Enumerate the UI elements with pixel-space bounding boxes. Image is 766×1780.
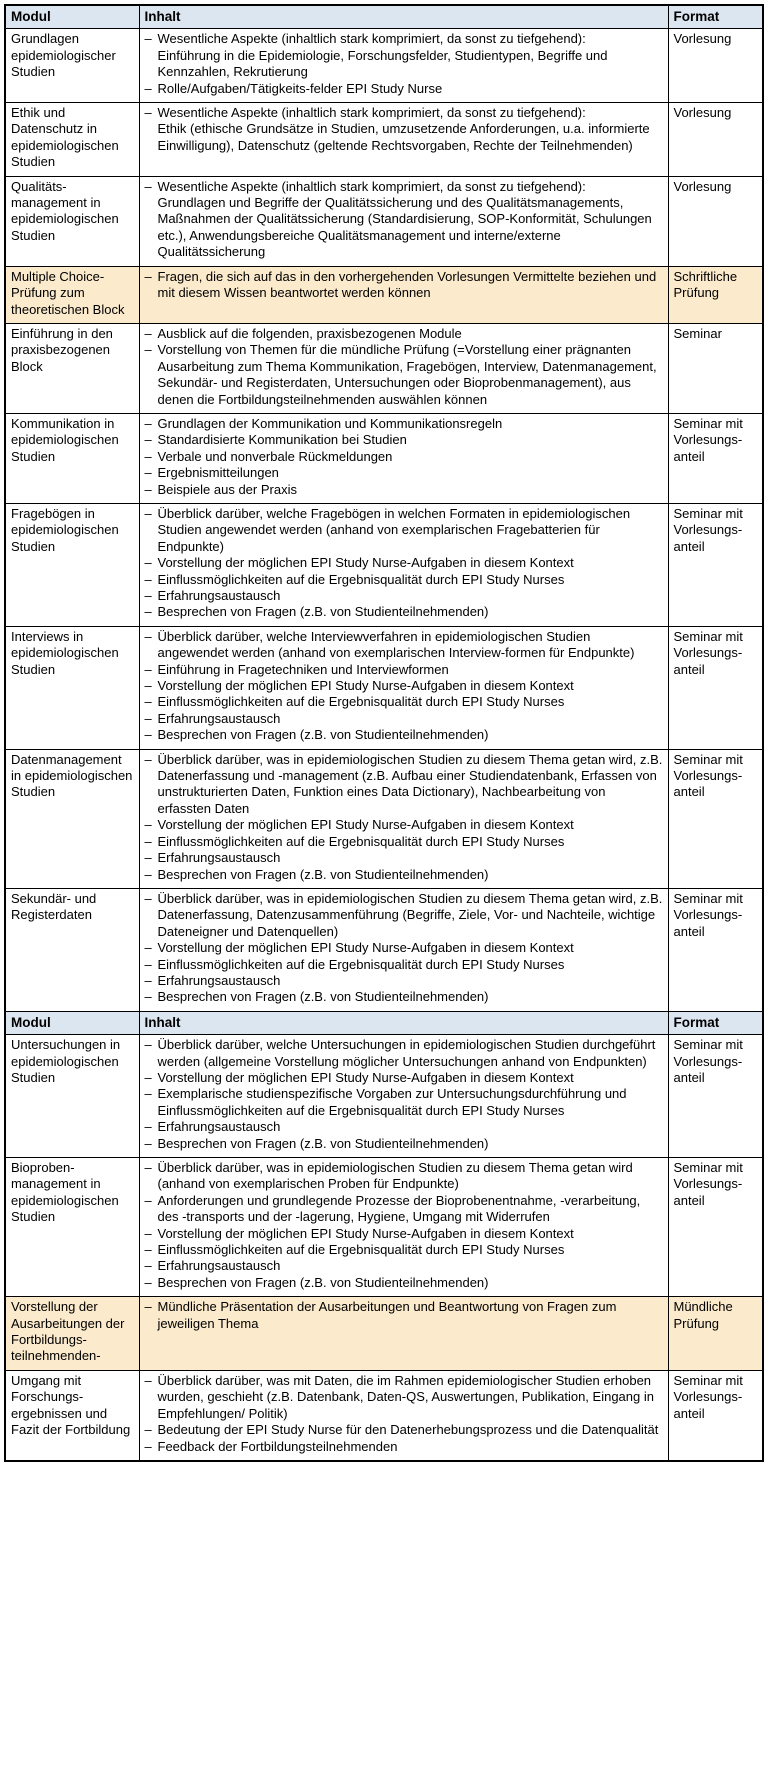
content-item-text: Einführung in die Epidemiologie, Forschungsfelder, Studientypen, Begriffe und Kennzahlen, Rekrutierung: [157, 47, 608, 80]
bullet-dash: –: [144, 850, 152, 866]
format-cell: Seminar mit Vorlesungs-anteil: [668, 1158, 763, 1297]
content-item-text: Erfahrungsaustausch: [157, 1258, 281, 1274]
bullet-dash: –: [144, 628, 152, 644]
content-item-text: Bedeutung der EPI Study Nurse für den Datenerhebungsprozess und die Datenqualität: [157, 1422, 659, 1438]
bullet-dash: –: [144, 571, 152, 587]
table-row: [5, 1370, 763, 1461]
content-item: [145, 1373, 663, 1422]
content-cell: [139, 626, 668, 749]
content-item-text: Vorstellung von Themen für die mündliche Prüfung (=Vorstellung einer prägnanten Ausarbeitung zum Thema Kommunikation, Fragebögen, Interview, Datenmanagement, Sekundär- und Registerdaten, Untersuchungen oder Bioprobenmanagement), aus denen die Fortbildungsteilnehmenden auswählen können: [157, 342, 657, 407]
content-item-text: Überblick darüber, was in epidemiologischen Studien zu diesem Thema getan wird (anhand von exemplarischen Proben für Endpunkte): [157, 1160, 633, 1192]
content-item: [145, 850, 663, 866]
module-cell: Kommunikation in epidemiologischen Studien: [5, 413, 139, 503]
format-cell: Mündliche Prüfung: [668, 1297, 763, 1371]
content-item-text: Vorstellung der möglichen EPI Study Nurse-Aufgaben in diesem Kontext: [157, 678, 574, 694]
content-item-text: Grundlagen und Begriffe der Qualitätssicherung und des Qualitätsmanagements, Maßnahmen der Qualitätssicherung (Standardisierung, SOP-Konformität, Schulungen etc.), Anwendungsbereiche Qualitätsmanagement und interne/externe Qualitätssicherung: [157, 195, 652, 260]
content-item: [145, 1037, 663, 1070]
module-cell: Multiple Choice-Prüfung zum theoretischen Block: [5, 266, 139, 323]
bullet-dash: –: [144, 833, 152, 849]
bullet-dash: –: [144, 1192, 152, 1208]
bullet-dash: –: [144, 342, 152, 358]
content-cell: [139, 266, 668, 323]
content-item-text: Rolle/Aufgaben/Tätigkeits-felder EPI Study Nurse: [157, 80, 443, 96]
content-cell: [139, 1158, 668, 1297]
format-cell: Seminar mit Vorlesungs-anteil: [668, 1370, 763, 1461]
format-cell: Seminar mit Vorlesungs-anteil: [668, 1035, 763, 1158]
content-item: [145, 678, 663, 694]
module-cell: Einführung in den praxisbezogenen Block: [5, 323, 139, 413]
content-item-text: Erfahrungsaustausch: [157, 588, 281, 603]
column-header-format: Format: [668, 1011, 763, 1034]
content-item: [145, 588, 663, 604]
format-cell: Vorlesung: [668, 103, 763, 177]
module-cell: Vorstellung der Ausarbeitungen der Fortbildungs-teilnehmenden-: [5, 1297, 139, 1371]
format-cell: Seminar mit Vorlesungs-anteil: [668, 626, 763, 749]
content-item: [145, 973, 663, 989]
bullet-dash: –: [144, 505, 152, 521]
content-cell: [139, 413, 668, 503]
content-cell: [139, 103, 668, 177]
content-item-text: Überblick darüber, welche Interviewverfahren in epidemiologischen Studien angewendet werden (anhand von exemplarischen Interview-formen für Endpunkte): [157, 628, 635, 661]
content-item-text: Exemplarische studienspezifische Vorgaben zur Untersuchungsdurchführung und Einflussmöglichkeiten auf die Ergebnisqualität durch EPI Study Nurses: [157, 1086, 627, 1118]
table-row: [5, 888, 763, 1011]
bullet-dash: –: [144, 956, 152, 972]
content-item-text: Einflussmöglichkeiten auf die Ergebnisqualität durch EPI Study Nurses: [157, 571, 565, 587]
content-cell: [139, 1370, 668, 1461]
bullet-dash: –: [144, 989, 152, 1005]
content-item: [145, 867, 663, 883]
content-item: [145, 1119, 663, 1135]
table-row: [5, 266, 763, 323]
content-item: [145, 342, 663, 408]
content-item: [145, 179, 663, 195]
table-row: [5, 626, 763, 749]
content-item-text: Vorstellung der möglichen EPI Study Nurse-Aufgaben in diesem Kontext: [157, 940, 574, 956]
content-cell: [139, 176, 668, 266]
content-item-text: Einflussmöglichkeiten auf die Ergebnisqualität durch EPI Study Nurses: [157, 1242, 565, 1258]
module-cell: Qualitäts-management in epidemiologischen Studien: [5, 176, 139, 266]
content-cell: [139, 503, 668, 626]
table-row: [5, 1297, 763, 1371]
content-item-text: Ergebnismitteilungen: [157, 465, 279, 481]
bullet-dash: –: [144, 31, 152, 47]
header-row: [5, 5, 763, 29]
column-header-modul: Modul: [5, 5, 139, 29]
bullet-dash: –: [144, 1086, 152, 1102]
content-item-text: Einführung in Fragetechniken und Interviewformen: [157, 661, 449, 677]
content-item-text: Besprechen von Fragen (z.B. von Studienteilnehmenden): [157, 866, 489, 882]
content-item: [145, 752, 663, 818]
bullet-dash: –: [144, 105, 152, 121]
bullet-dash: –: [144, 1372, 152, 1388]
module-cell: Fragebögen in epidemiologischen Studien: [5, 503, 139, 626]
bullet-dash: –: [144, 890, 152, 906]
content-cell: [139, 749, 668, 888]
content-item-text: Ethik (ethische Grundsätze in Studien, umzusetzende Anforderungen, u.a. informierte Einwilligung), Datenschutz (geltende Rechtsvorgaben, Rechte der Teilnehmenden): [157, 121, 650, 153]
bullet-dash: –: [144, 727, 152, 743]
content-item: [145, 121, 663, 154]
content-item-text: Besprechen von Fragen (z.B. von Studienteilnehmenden): [157, 989, 489, 1005]
content-item-text: Grundlagen der Kommunikation und Kommunikationsregeln: [157, 415, 503, 431]
content-item-text: Einflussmöglichkeiten auf die Ergebnisqualität durch EPI Study Nurses: [157, 833, 565, 849]
bullet-dash: –: [144, 1274, 152, 1290]
content-item-text: Überblick darüber, welche Untersuchungen in epidemiologischen Studien durchgeführt werden (allgemeine Vorstellung möglicher Untersuchungen anhand von Endpunkten): [157, 1037, 656, 1069]
content-item-text: Wesentliche Aspekte (inhaltlich stark komprimiert, da sonst zu tiefgehend):: [157, 31, 586, 47]
content-item: [145, 834, 663, 850]
bullet-dash: –: [144, 268, 152, 284]
content-cell: [139, 1035, 668, 1158]
content-item: [145, 269, 663, 302]
format-cell: Seminar mit Vorlesungs-anteil: [668, 413, 763, 503]
content-item-text: Überblick darüber, was mit Daten, die im Rahmen epidemiologischer Studien erhoben wurden, geschieht (z.B. Datenbank, Daten-QS, Auswertungen, Publikation, Eingang in Empfehlungen/ Politik): [157, 1372, 654, 1421]
bullet-dash: –: [144, 710, 152, 726]
format-cell: Vorlesung: [668, 176, 763, 266]
content-cell: [139, 323, 668, 413]
content-item: [145, 31, 663, 47]
content-item-text: Ausblick auf die folgenden, praxisbezogenen Module: [157, 325, 462, 341]
format-cell: Seminar: [668, 323, 763, 413]
content-item-text: Überblick darüber, was in epidemiologischen Studien zu diesem Thema getan wird, z.B. Datenerfassung, Datenzusammenführung (Begriffe, Ziele, Vor- und Nachteile, wichtige Dateneigner und Datenquellen): [157, 890, 663, 939]
header-row: [5, 1011, 763, 1034]
bullet-dash: –: [144, 1069, 152, 1085]
content-item: [145, 989, 663, 1005]
content-item-text: Wesentliche Aspekte (inhaltlich stark komprimiert, da sonst zu tiefgehend):: [157, 105, 586, 121]
content-item-text: Überblick darüber, was in epidemiologischen Studien zu diesem Thema getan wird, z.B. Datenerfassung und -management (z.B. Aufbau einer Studiendatenbank, Erfassen von unstrukturierten Daten, Funktion eines Data Dictionary), Nachbearbeitung von erfassten Daten: [157, 751, 663, 816]
content-item-text: Wesentliche Aspekte (inhaltlich stark komprimiert, da sonst zu tiefgehend):: [157, 178, 586, 194]
module-cell: Bioproben-management in epidemiologischen Studien: [5, 1158, 139, 1297]
content-item: [145, 416, 663, 432]
content-item: [145, 1086, 663, 1119]
module-cell: Datenmanagement in epidemiologischen Studien: [5, 749, 139, 888]
bullet-dash: –: [144, 178, 152, 194]
bullet-dash: –: [144, 448, 152, 464]
content-item: [145, 572, 663, 588]
module-cell: Untersuchungen in epidemiologischen Studien: [5, 1035, 139, 1158]
table-row: [5, 749, 763, 888]
bullet-dash: –: [144, 972, 152, 988]
content-cell: [139, 888, 668, 1011]
table-row: [5, 413, 763, 503]
bullet-dash: –: [144, 1160, 152, 1175]
content-item: [145, 1136, 663, 1152]
content-item: [145, 694, 663, 710]
content-item-text: Fragen, die sich auf das in den vorhergehenden Vorlesungen Vermittelte beziehen und mit diesem Wissen beantwortet werden können: [157, 268, 657, 301]
bullet-dash: –: [144, 817, 152, 833]
bullet-dash: –: [144, 555, 152, 571]
module-cell: Interviews in epidemiologischen Studien: [5, 626, 139, 749]
content-item-text: Erfahrungsaustausch: [157, 710, 281, 726]
format-cell: Seminar mit Vorlesungs-anteil: [668, 749, 763, 888]
table-row: [5, 503, 763, 626]
content-item: [145, 629, 663, 662]
content-item-text: Erfahrungsaustausch: [157, 850, 281, 866]
bullet-dash: –: [144, 1438, 152, 1454]
content-item-text: Vorstellung der möglichen EPI Study Nurse-Aufgaben in diesem Kontext: [157, 1225, 574, 1241]
bullet-dash: –: [144, 1258, 152, 1274]
content-item-text: Verbale und nonverbale Rückmeldungen: [157, 448, 393, 464]
content-item: [145, 727, 663, 743]
content-item-text: Mündliche Präsentation der Ausarbeitungen und Beantwortung von Fragen zum jeweiligen Thema: [157, 1299, 617, 1331]
content-item: [145, 81, 663, 97]
format-cell: Seminar mit Vorlesungs-anteil: [668, 888, 763, 1011]
bullet-dash: –: [144, 1422, 152, 1438]
content-item: [145, 957, 663, 973]
content-item: [145, 940, 663, 956]
bullet-dash: –: [144, 661, 152, 677]
bullet-dash: –: [144, 1242, 152, 1258]
table-row: [5, 323, 763, 413]
table-row: [5, 103, 763, 177]
content-item: [145, 555, 663, 571]
content-item: [145, 1258, 663, 1274]
content-item: [145, 1422, 663, 1438]
content-item-text: Vorstellung der möglichen EPI Study Nurse-Aufgaben in diesem Kontext: [157, 555, 574, 571]
content-item: [145, 1226, 663, 1242]
content-item-text: Beispiele aus der Praxis: [157, 481, 297, 497]
content-item-text: Besprechen von Fragen (z.B. von Studienteilnehmenden): [157, 727, 489, 743]
content-item-text: Besprechen von Fragen (z.B. von Studienteilnehmenden): [157, 604, 489, 620]
bullet-dash: –: [144, 415, 152, 431]
content-item-text: Erfahrungsaustausch: [157, 1119, 281, 1135]
content-cell: [139, 29, 668, 103]
content-item: [145, 891, 663, 940]
content-item: [145, 604, 663, 620]
bullet-dash: –: [144, 1119, 152, 1135]
content-item: [145, 506, 663, 555]
column-header-modul: Modul: [5, 1011, 139, 1034]
content-item-text: Einflussmöglichkeiten auf die Ergebnisqualität durch EPI Study Nurses: [157, 694, 565, 710]
bullet-dash: –: [144, 80, 152, 96]
bullet-dash: –: [144, 694, 152, 710]
column-header-inhalt: Inhalt: [139, 1011, 668, 1034]
bullet-dash: –: [144, 481, 152, 497]
format-cell: Seminar mit Vorlesungs-anteil: [668, 503, 763, 626]
content-item: [145, 1439, 663, 1455]
content-item: [145, 817, 663, 833]
content-cell: [139, 1297, 668, 1371]
content-item-text: Überblick darüber, welche Fragebögen in welchen Formaten in epidemiologischen Studien angewendet werden (anhand von exemplarischen Fragebatterien für Endpunkte): [157, 505, 631, 554]
content-item: [145, 432, 663, 448]
content-item: [145, 326, 663, 342]
content-item: [145, 1160, 663, 1193]
content-item: [145, 662, 663, 678]
bullet-dash: –: [144, 678, 152, 694]
table-row: [5, 29, 763, 103]
content-item: [145, 1299, 663, 1332]
content-item-text: Feedback der Fortbildungsteilnehmenden: [157, 1438, 398, 1454]
content-item: [145, 1275, 663, 1291]
content-item: [145, 195, 663, 261]
bullet-dash: –: [144, 940, 152, 956]
table-row: [5, 1035, 763, 1158]
bullet-dash: –: [144, 866, 152, 882]
bullet-dash: –: [144, 588, 152, 603]
content-item: [145, 449, 663, 465]
curriculum-table: [4, 4, 764, 1462]
content-item-text: Standardisierte Kommunikation bei Studien: [157, 432, 407, 448]
content-item: [145, 711, 663, 727]
column-header-format: Format: [668, 5, 763, 29]
format-cell: Vorlesung: [668, 29, 763, 103]
format-cell: Schriftliche Prüfung: [668, 266, 763, 323]
content-item-text: Einflussmöglichkeiten auf die Ergebnisqualität durch EPI Study Nurses: [157, 956, 565, 972]
module-cell: Umgang mit Forschungs-ergebnissen und Fazit der Fortbildung: [5, 1370, 139, 1461]
bullet-dash: –: [144, 604, 152, 620]
content-item-text: Erfahrungsaustausch: [157, 972, 281, 988]
bullet-dash: –: [144, 432, 152, 448]
content-item-text: Besprechen von Fragen (z.B. von Studienteilnehmenden): [157, 1135, 489, 1151]
table-row: [5, 1158, 763, 1297]
content-item: [145, 465, 663, 481]
content-item: [145, 105, 663, 121]
content-item-text: Anforderungen und grundlegende Prozesse der Bioprobenentnahme, -verarbeitung, des -transports und der -lagerung, Hygiene, Umgang mit Widerrufen: [157, 1192, 641, 1225]
module-cell: Sekundär- und Registerdaten: [5, 888, 139, 1011]
content-item: [145, 482, 663, 498]
content-item: [145, 48, 663, 81]
bullet-dash: –: [144, 1225, 152, 1241]
column-header-inhalt: Inhalt: [139, 5, 668, 29]
content-item: [145, 1070, 663, 1086]
module-cell: Grundlagen epidemiologischer Studien: [5, 29, 139, 103]
content-item-text: Vorstellung der möglichen EPI Study Nurse-Aufgaben in diesem Kontext: [157, 1069, 574, 1085]
table-row: [5, 176, 763, 266]
bullet-dash: –: [144, 1037, 152, 1053]
bullet-dash: –: [144, 1135, 152, 1151]
content-item: [145, 1193, 663, 1226]
content-item-text: Vorstellung der möglichen EPI Study Nurse-Aufgaben in diesem Kontext: [157, 817, 574, 833]
content-item-text: Besprechen von Fragen (z.B. von Studienteilnehmenden): [157, 1274, 489, 1290]
bullet-dash: –: [144, 1299, 152, 1315]
bullet-dash: –: [144, 751, 152, 767]
content-item: [145, 1242, 663, 1258]
bullet-dash: –: [144, 325, 152, 341]
bullet-dash: –: [144, 465, 152, 481]
module-cell: Ethik und Datenschutz in epidemiologischen Studien: [5, 103, 139, 177]
